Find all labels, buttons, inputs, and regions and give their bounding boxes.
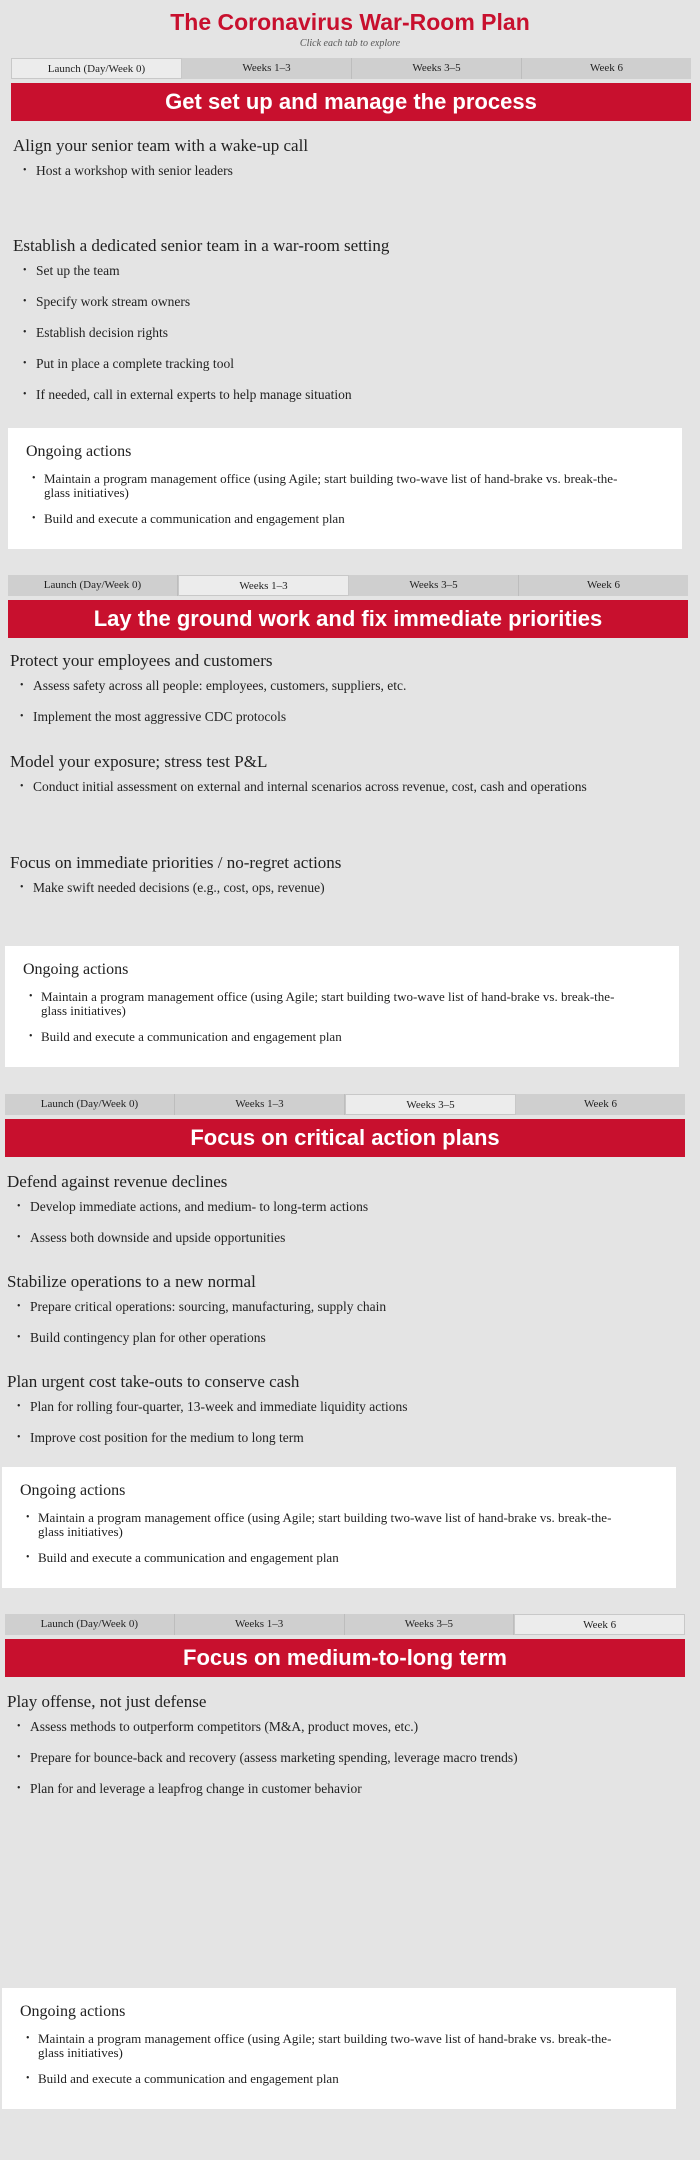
panel-content [11,121,691,526]
section-heading: Defend against revenue declines [7,1172,228,1191]
ongoing-actions-title: Ongoing actions [20,2003,126,2020]
section [7,1271,685,1361]
ongoing-actions-title: Ongoing actions [26,443,132,460]
section [10,852,688,911]
ongoing-action-item: • Build and execute a communication and engagement plan [26,2072,628,2086]
ongoing-action-item: • Maintain a program management office (using Agile; start building two-wave list of hand-brake vs. break-the-glass initiatives) [26,2032,628,2060]
bullet-item: • Put in place a complete tracking tool [23,356,691,372]
section [7,1691,685,1812]
section [13,235,691,418]
section [7,1371,685,1461]
bullet-list [13,263,691,403]
tab-weeks-3-5[interactable]: Weeks 3–5 [345,1094,516,1115]
section [7,1171,685,1261]
panel-launch [11,58,691,526]
bullet-item: • Host a workshop with senior leaders [23,163,691,179]
tab-week-6[interactable]: Week 6 [522,58,691,79]
bullet-item: • Improve cost position for the medium to long term [17,1430,685,1446]
bullet-item: • Build contingency plan for other operations [17,1330,685,1346]
bullet-item: • Set up the team [23,263,691,279]
bullet-item: • Implement the most aggressive CDC protocols [20,709,688,725]
bullet-list [10,678,688,725]
panel-week-6 [5,1614,685,2086]
panel-weeks-3-5 [5,1094,685,1565]
page-subtitle: Click each tab to explore [299,38,401,49]
ongoing-action-item: • Maintain a program management office (using Agile; start building two-wave list of hand-brake vs. break-the-glass initiatives) [32,472,634,500]
tab-weeks-1-3[interactable]: Weeks 1–3 [175,1094,345,1115]
bullet-item: • Conduct initial assessment on external and internal scenarios across revenue, cost, cash and operations [20,779,688,795]
section-heading: Model your exposure; stress test P&L [10,752,268,771]
ongoing-actions-list [23,990,679,1044]
ongoing-actions-box [8,428,682,549]
page-title: The Coronavirus War-Room Plan [170,9,530,35]
bullet-list [7,1299,685,1346]
section-heading: Align your senior team with a wake-up call [13,136,309,155]
section-heading: Establish a dedicated senior team in a war-room setting [13,236,390,255]
ongoing-actions-list [20,2032,676,2086]
tab-launch[interactable]: Launch (Day/Week 0) [11,58,182,79]
tab-weeks-1-3[interactable]: Weeks 1–3 [182,58,352,79]
bullet-item: • Develop immediate actions, and medium- to long-term actions [17,1199,685,1215]
tab-bar [5,1614,685,1635]
ongoing-action-item: • Maintain a program management office (using Agile; start building two-wave list of hand-brake vs. break-the-glass initiatives) [29,990,631,1018]
tab-week-6[interactable]: Week 6 [516,1094,685,1115]
bullet-list [10,779,688,795]
tab-weeks-3-5[interactable]: Weeks 3–5 [345,1614,515,1635]
bullet-item: • Plan for rolling four-quarter, 13-week and immediate liquidity actions [17,1399,685,1415]
bullet-item: • Assess safety across all people: employees, customers, suppliers, etc. [20,678,688,694]
bullet-item: • Plan for and leverage a leapfrog change in customer behavior [17,1781,685,1797]
tab-week-6[interactable]: Week 6 [514,1614,685,1635]
tab-weeks-3-5[interactable]: Weeks 3–5 [349,575,519,596]
ongoing-actions-list [20,1511,676,1565]
bullet-item: • Establish decision rights [23,325,691,341]
tab-bar [11,58,691,79]
bullet-item: • Assess both downside and upside opportunities [17,1230,685,1246]
ongoing-actions-box [2,1467,676,1588]
panel-content [5,1677,685,2086]
tab-launch[interactable]: Launch (Day/Week 0) [8,575,178,596]
ongoing-action-item: • Build and execute a communication and engagement plan [26,1551,628,1565]
tab-weeks-1-3[interactable]: Weeks 1–3 [178,575,349,596]
panel-content [8,638,688,1044]
bullet-list [13,163,691,179]
section-heading: Protect your employees and customers [10,651,273,670]
bullet-item: • Make swift needed decisions (e.g., cost, ops, revenue) [20,880,688,896]
section-heading: Focus on immediate priorities / no-regret actions [10,853,342,872]
bullet-list [7,1199,685,1246]
bullet-item: • Assess methods to outperform competitors (M&A, product moves, etc.) [17,1719,685,1735]
panel-banner: Focus on medium-to-long term [5,1639,685,1677]
bullet-list [7,1719,685,1797]
section [10,751,688,810]
section [10,650,688,740]
panel-banner: Lay the ground work and fix immediate priorities [8,600,688,638]
section-heading: Plan urgent cost take-outs to conserve cash [7,1372,300,1391]
tab-week-6[interactable]: Week 6 [519,575,688,596]
ongoing-action-item: • Build and execute a communication and engagement plan [29,1030,631,1044]
section-heading: Play offense, not just defense [7,1692,207,1711]
tab-bar [8,575,688,596]
ongoing-action-item: • Maintain a program management office (using Agile; start building two-wave list of hand-brake vs. break-the-glass initiatives) [26,1511,628,1539]
panel-weeks-1-3 [8,575,688,1044]
ongoing-actions-box [2,1988,676,2109]
panel-banner: Get set up and manage the process [11,83,691,121]
bullet-list [7,1399,685,1446]
bullet-item: • Specify work stream owners [23,294,691,310]
ongoing-actions-title: Ongoing actions [23,961,129,978]
tab-launch[interactable]: Launch (Day/Week 0) [5,1614,175,1635]
ongoing-action-item: • Build and execute a communication and engagement plan [32,512,634,526]
ongoing-actions-list [26,472,682,526]
section [13,135,691,194]
panel-content [5,1157,685,1565]
tab-weeks-3-5[interactable]: Weeks 3–5 [352,58,522,79]
section-heading: Stabilize operations to a new normal [7,1272,256,1291]
ongoing-actions-title: Ongoing actions [20,1482,126,1499]
tab-weeks-1-3[interactable]: Weeks 1–3 [175,1614,345,1635]
ongoing-actions-box [5,946,679,1067]
bullet-item: • If needed, call in external experts to help manage situation [23,387,691,403]
bullet-list [10,880,688,896]
bullet-item: • Prepare critical operations: sourcing, manufacturing, supply chain [17,1299,685,1315]
tab-launch[interactable]: Launch (Day/Week 0) [5,1094,175,1115]
panel-banner: Focus on critical action plans [5,1119,685,1157]
bullet-item: • Prepare for bounce-back and recovery (assess marketing spending, leverage macro trends) [17,1750,685,1766]
tab-bar [5,1094,685,1115]
